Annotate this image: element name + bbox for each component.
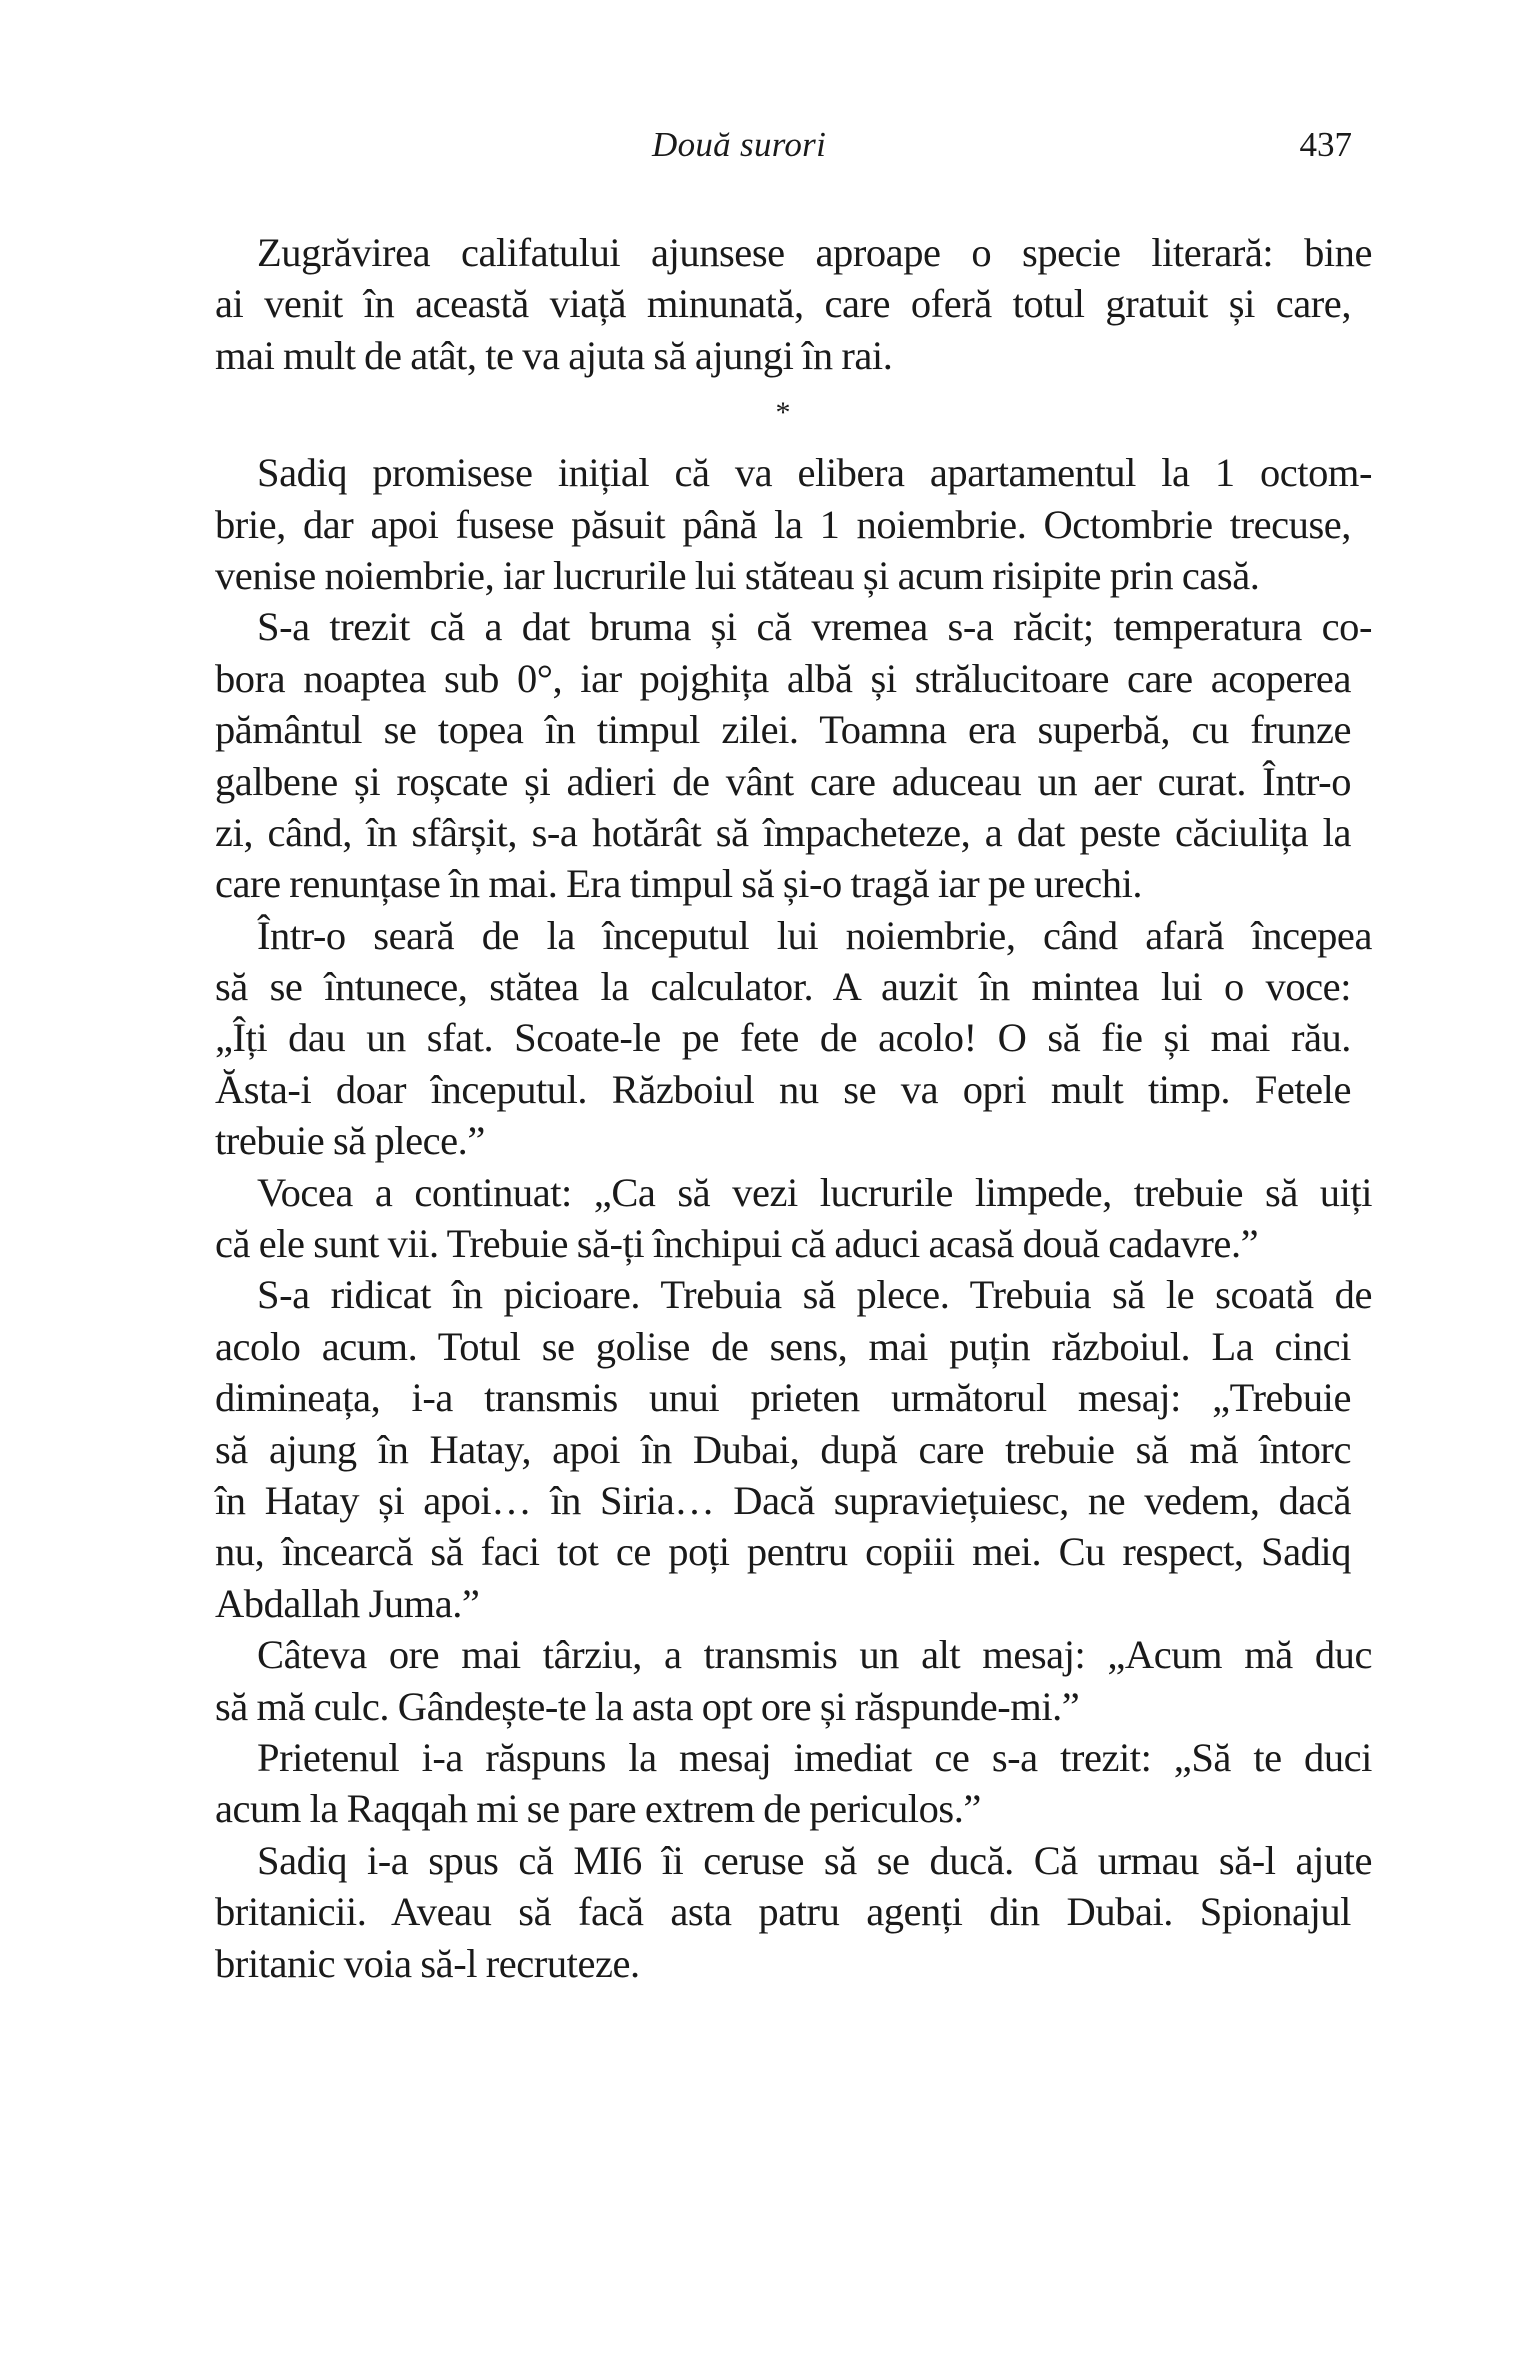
text-line	[215, 756, 1351, 807]
text-line-content: nu, încearcă să faci tot ce poți pentru copiii mei. Cu respect, Sadiq	[215, 1529, 1351, 1575]
text-line-content: să mă culc. Gândește-te la asta opt ore și răspunde-mi.”	[215, 1683, 1080, 1729]
running-title: Două surori	[652, 125, 827, 164]
text-line	[215, 1732, 1372, 1783]
text-line	[215, 330, 1351, 381]
text-line-content: zi, când, în sfârșit, s-a hotărât să împacheteze, a dat peste căciulița la	[215, 809, 1351, 855]
text-line	[215, 601, 1372, 652]
text-line	[215, 1681, 1351, 1732]
text-line	[215, 1526, 1351, 1577]
text-line-content: britanicii. Aveau să facă asta patru agenți din Dubai. Spionajul	[215, 1889, 1351, 1935]
text-line-content: britanic voia să-l recruteze.	[215, 1940, 640, 1986]
text-line	[215, 653, 1351, 704]
text-line	[215, 227, 1372, 278]
text-line-content: Zugrăvirea califatului ajunsese aproape o specie literară: bine	[257, 230, 1372, 275]
paragraph	[215, 1835, 1372, 1989]
section-separator-asterisk: *	[775, 396, 791, 430]
text-line-content: care renunțase în mai. Era timpul să și-o tragă iar pe urechi.	[215, 861, 1143, 907]
paragraph	[215, 1167, 1372, 1270]
text-line	[215, 704, 1351, 755]
text-line-content: acolo acum. Totul se golise de sens, mai puțin războiul. La cinci	[215, 1323, 1351, 1369]
paragraph	[215, 1269, 1372, 1629]
text-line	[215, 1475, 1351, 1526]
text-line-content: Într-o seară de la începutul lui noiembrie, când afară începea	[257, 912, 1372, 958]
paragraph	[215, 447, 1372, 601]
text-line-content: Ăsta-i doar începutul. Războiul nu se va opri mult timp. Fetele	[215, 1066, 1351, 1112]
text-line-content: că ele sunt vii. Trebuie să-ți închipui că aduci acasă două cadavre.”	[215, 1221, 1259, 1267]
text-line	[215, 961, 1351, 1012]
text-line-content: Sadiq i-a spus că MI6 îi ceruse să se ducă. Că urmau să-l ajute	[257, 1837, 1372, 1883]
text-line	[215, 1321, 1351, 1372]
text-line-content: pământul se topea în timpul zilei. Toamna era superbă, cu frunze	[215, 707, 1351, 753]
text-line	[215, 550, 1351, 601]
text-line-content: ai venit în această viață minunată, care oferă totul gratuit și care,	[215, 281, 1351, 327]
text-line	[215, 1886, 1351, 1937]
text-line	[215, 910, 1372, 961]
text-line-content: venise noiembrie, iar lucrurile lui stăteau și acum risipite prin casă.	[215, 552, 1260, 598]
text-line-content: acum la Raqqah mi se pare extrem de periculos.”	[215, 1786, 981, 1832]
paragraph	[215, 1629, 1372, 1732]
text-line-content: S-a trezit că a dat bruma și că vremea s-a răcit; temperatura co-	[257, 604, 1372, 650]
text-line	[215, 1578, 1351, 1629]
text-line	[215, 1167, 1372, 1218]
page-header	[0, 125, 1535, 175]
text-line	[215, 807, 1351, 858]
text-line	[215, 1218, 1351, 1269]
text-line	[215, 1372, 1351, 1423]
text-line-content: S-a ridicat în picioare. Trebuia să plece. Trebuia să le scoată de	[257, 1272, 1372, 1318]
text-line-content: bora noaptea sub 0°, iar pojghița albă și strălucitoare care acoperea	[215, 655, 1351, 701]
text-line-content: trebuie să plece.”	[215, 1118, 485, 1164]
text-line	[215, 858, 1351, 909]
text-line-content: în Hatay și apoi… în Siria… Dacă supraviețuiesc, ne vedem, dacă	[215, 1477, 1351, 1523]
page-number: 437	[1299, 125, 1352, 164]
text-line-content: mai mult de atât, te va ajuta să ajungi în rai.	[215, 332, 893, 378]
paragraph	[215, 1732, 1372, 1835]
body-text	[215, 227, 1372, 1989]
text-line	[215, 447, 1372, 498]
paragraph	[215, 910, 1372, 1167]
text-line-content: Prietenul i-a răspuns la mesaj imediat ce s-a trezit: „Să te duci	[257, 1734, 1372, 1780]
text-line	[215, 1938, 1351, 1989]
text-line	[215, 1629, 1372, 1680]
text-line-content: Abdallah Juma.”	[215, 1580, 480, 1626]
text-line	[215, 1424, 1351, 1475]
text-line	[215, 499, 1351, 550]
text-line-content: galbene și roșcate și adieri de vânt care aduceau un aer curat. Într-o	[215, 758, 1351, 804]
text-line-content: să ajung în Hatay, apoi în Dubai, după care trebuie să mă întorc	[215, 1426, 1351, 1472]
text-line-content: „Îți dau un sfat. Scoate-le pe fete de acolo! O să fie și mai rău.	[215, 1015, 1351, 1061]
text-line-content: să se întunece, stătea la calculator. A auzit în mintea lui o voce:	[215, 964, 1351, 1010]
text-line-content: Sadiq promisese inițial că va elibera apartamentul la 1 octom-	[257, 450, 1372, 496]
text-line	[215, 1115, 1351, 1166]
text-line	[215, 1064, 1351, 1115]
text-line	[215, 278, 1351, 329]
text-line-content: Vocea a continuat: „Ca să vezi lucrurile limpede, trebuie să uiți	[257, 1169, 1372, 1215]
text-line-content: brie, dar apoi fusese păsuit până la 1 noiembrie. Octombrie trecuse,	[215, 501, 1351, 547]
text-line	[215, 1835, 1372, 1886]
text-line-content: dimineața, i-a transmis unui prieten următorul mesaj: „Trebuie	[215, 1375, 1351, 1421]
paragraph	[215, 227, 1372, 381]
text-line-content: Câteva ore mai târziu, a transmis un alt mesaj: „Acum mă duc	[257, 1632, 1372, 1678]
text-line	[215, 1783, 1351, 1834]
text-line	[215, 1012, 1351, 1063]
text-line	[215, 1269, 1372, 1320]
paragraph	[215, 601, 1372, 909]
